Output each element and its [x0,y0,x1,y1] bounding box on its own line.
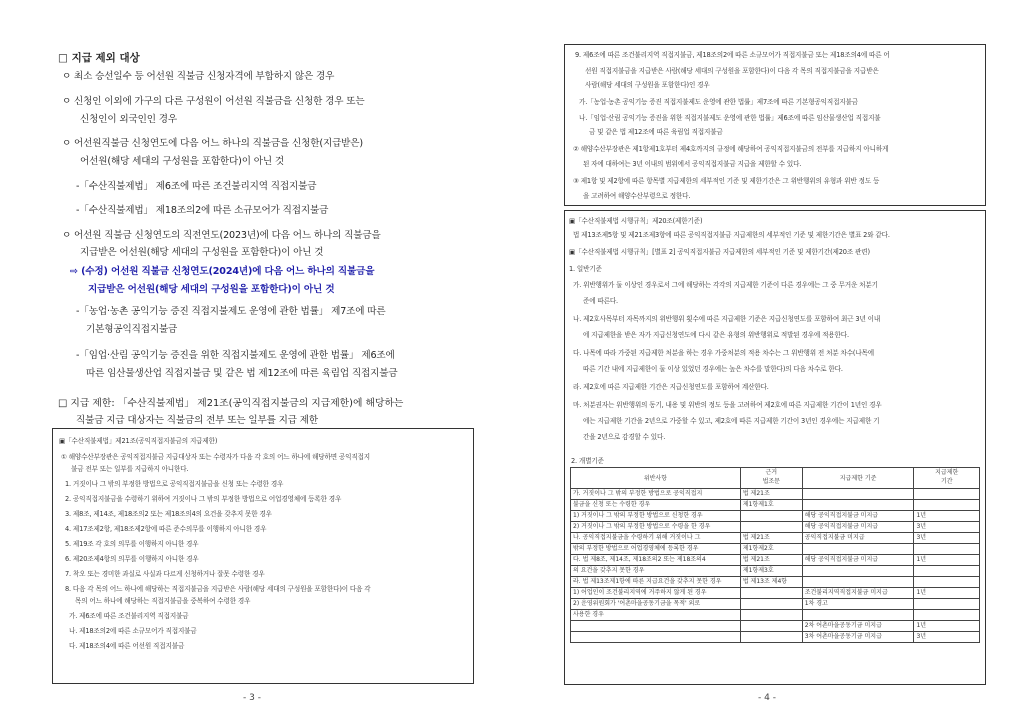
box-line: 나. 제2호사목부터 자목까지의 위반행위 횟수에 따른 지급제한 기준은 지급신청연도를 포함하여 최근 3년 이내 [573,315,881,323]
law-continuation-box [564,44,986,206]
table-header: 위반사항 [571,468,741,489]
box-line: 따른 기간 내에 지급제한이 둘 이상 있었던 경우에는 높은 차수를 말한다)의 다음 차수로 한다. [583,365,843,373]
table-cell: 가. 거짓이나 그 밖의 부정한 방법으로 공익직접지 [571,489,741,500]
box-line: ▣「수산직불제법 시행규칙」[별표 2] 공익직접지불금 지급제한의 세부적인 기준 및 제한기간(제20조 관련) [569,248,870,256]
table-cell: 1년 [914,621,980,632]
table-cell [740,632,802,643]
page-4 [512,0,1024,725]
box-line: 에 지급제한을 받은 자가 지급신청연도에 다시 같은 유형의 위반행위로 적발된 경우에 적용한다. [583,331,849,339]
table-cell [802,500,914,511]
table-cell [914,610,980,621]
box-line: ▣「수산직불제법 시행규칙」제20조(제한기준) [569,217,703,225]
section-title-exclusion: □ 지급 제외 대상 [58,52,140,64]
text-line: -「임업·산림 공익기능 증진을 위한 직접지불제도 운영에 관한 법률」 제6조에 [76,350,395,361]
table-row [571,566,980,577]
box-line: 가.「농업·농촌 공익기능 증진 직접지불제도 운영에 관한 법률」제7조에 따른 기본형공익직접지불금 [579,98,858,106]
table-cell: 법 제21조 [740,555,802,566]
table-row [571,599,980,610]
table-row [571,555,980,566]
text-line: 따른 임산물생산업 직접지불금 및 같은 법 제12조에 따른 육림업 직접지불금 [86,368,398,379]
table-cell: 법 제13조 제4항 [740,577,802,588]
text-line: 신청인이 외국인인 경우 [80,114,177,125]
table-row [571,500,980,511]
box-line: ▣「수산직불제법」제21조(공익직접지불금의 지급제한) [59,437,218,445]
box-line: 금 및 같은 법 제12조에 따른 육림업 직접지불금 [589,128,723,136]
text-line: ㅇ 어선원직불금 신청연도에 다음 어느 하나의 직불금을 신청한(지급받은) [62,138,364,149]
table-cell: 3년 [914,522,980,533]
box-line: 나.「임업·산림 공익기능 증진을 위한 직접지불제도 운영에 관한 법률」제6조에 따른 임산물생산업 직접지불 [579,114,881,122]
table-cell: 1) 거짓이나 그 밖의 부정한 방법으로 신청한 경우 [571,511,741,522]
table-row [571,632,980,643]
box-line: 3. 제8조, 제14조, 제18조의2 또는 제18조의4의 요건을 갖추지 못한 경우 [65,510,272,518]
box-line: 선원 직접지불금을 지급받은 사람(해당 세대의 구성원을 포함한다)이 다음 각 목의 직접지불금을 지급받은 [585,67,879,75]
table-row [571,489,980,500]
table-cell [740,522,802,533]
box-line: 나. 제18조의2에 따른 소규모어가 직접지불금 [69,627,197,635]
table-cell [740,610,802,621]
box-line: 5. 제19조 각 호의 의무를 이행하지 아니한 경우 [65,540,199,548]
text-line: -「수산직불제법」 제18조의2에 따른 소규모어가 직접지불금 [76,205,329,216]
table-cell: 불금을 신청 또는 수령한 경우 [571,500,741,511]
text-line: 직불금 지급 대상자는 직불금의 전부 또는 일부를 지급 제한 [76,415,319,426]
table-cell: 1년 [914,588,980,599]
revised-line: 지급받은 어선원(해당 세대의 구성원을 포함한다)이 아닌 것 [88,284,335,295]
box-line: 9. 제6조에 따른 조건불리지역 직접지불금, 제18조의2에 따른 소규모어가 직접지불금 또는 제18조의4에 따른 어 [575,51,890,59]
box-line: 다. 제18조의4에 따른 어선원 직접지불금 [69,642,185,650]
box-line: ③ 제1항 및 제2항에 따른 항목별 지급제한의 세부적인 기준 및 제한기간은 그 위반행위의 유형과 위반 정도 등 [573,177,880,185]
table-cell [571,621,741,632]
table-cell [914,566,980,577]
table-cell: 3차 어촌마을공동기금 미지급 [802,632,914,643]
box-line: 준에 따른다. [583,297,618,305]
box-line: 2. 개별기준 [571,457,604,465]
box-line: 된 자에 대하여는 3년 이내의 범위에서 공익직접지불금 지급을 제한할 수 있다. [583,160,802,168]
table-cell: 해당 공익직접지불금 미지급 [802,511,914,522]
table-cell: 의 요건을 갖추지 못한 경우 [571,566,741,577]
text-line: -「수산직불제법」 제6조에 따른 조건불리지역 직접지불금 [76,181,317,192]
table-cell [914,489,980,500]
box-line: 을 고려하여 해양수산부령으로 정한다. [583,192,691,200]
box-line: 1. 일반기준 [569,265,602,273]
text-line: ㅇ 최소 승선일수 등 어선원 직불금 신청자격에 부합하지 않은 경우 [62,71,335,82]
text-line: 어선원(해당 세대의 구성원을 포함한다)이 아닌 것 [80,156,285,167]
law-quote-box [52,428,474,684]
regulation-box [564,210,986,685]
table-cell: 나. 공익직접지불금을 수령하기 위해 거짓이나 그 [571,533,741,544]
table-cell: 2) 거짓이나 그 밖의 부정한 방법으로 수령을 한 경우 [571,522,741,533]
box-line: 다. 나목에 따라 가중된 지급제한 처분을 하는 경우 가중처분의 적용 차수는 그 위반행위 전 처분 차수(나목에 [573,349,874,357]
text-line: 기본형공익직접지불금 [86,324,178,335]
table-header: 근거 법조문 [740,468,802,489]
text-line: -「농업·농촌 공익기능 증진 직접지불제도 운영에 관한 법률」 제7조에 따른 [76,306,386,317]
table-row [571,588,980,599]
table-cell [914,544,980,555]
table-cell: 제1항제3호 [740,566,802,577]
table-cell: 1차 경고 [802,599,914,610]
table-row [571,511,980,522]
box-line: 사람(해당 세대의 구성원을 포함한다)인 경우 [585,81,710,89]
restriction-table [570,467,980,643]
table-cell [802,489,914,500]
box-line: 라. 제2호에 따른 지급제한 기간은 지급신청연도를 포함하여 계산한다. [573,383,769,391]
table-row [571,533,980,544]
table-cell: 조건불리지역직접지불금 미지급 [802,588,914,599]
table-cell: 1년 [914,555,980,566]
box-line: 목의 어느 하나에 해당하는 직접지불금을 중복하여 수령한 경우 [75,597,251,605]
box-line: ② 해양수산부장관은 제1항제1호부터 제4호까지의 규정에 해당하여 공익직접지불금의 전부를 지급하지 아니하게 [573,145,889,153]
table-cell: 사용한 경우 [571,610,741,621]
table-row [571,522,980,533]
table-cell [914,599,980,610]
table-cell: 2) 운영위원회가 '어촌마을공동기금을 목적' 외로 [571,599,741,610]
box-line: 6. 제20조제4항의 의무를 이행하지 아니한 경우 [65,555,199,563]
table-cell [802,544,914,555]
box-line: 가. 제6조에 따른 조건불리지역 직접지불금 [69,612,189,620]
box-line: ① 해양수산부장관은 공익직접지불금 지급대상자 또는 수령자가 다음 각 호의 어느 하나에 해당하면 공익직접지 [61,453,370,461]
table-cell [802,566,914,577]
section-title-restriction: □ 지급 제한: 「수산직불제법」 제21조(공익직접지불금의 지급제한)에 해당하는 [58,398,404,409]
table-header: 지급제한 기준 [802,468,914,489]
box-line: 1. 거짓이나 그 밖의 부정한 방법으로 공익직접지불금을 신청 또는 수령한 경우 [65,480,284,488]
table-row [571,621,980,632]
table-cell: 1) 어업인이 조건불리지역에 거주하지 않게 된 경우 [571,588,741,599]
box-line: 법 제13조제5항 및 제21조제3항에 따른 공익직접지불금 지급제한의 세부적인 기준 및 제한기간은 별표 2와 같다. [573,231,890,239]
table-header: 지급제한 기간 [914,468,980,489]
box-line: 불금 전부 또는 일부를 지급하지 아니한다. [71,465,189,473]
table-row [571,544,980,555]
box-line: 가. 위반행위가 둘 이상인 경우로서 그에 해당하는 각각의 지급제한 기준이 다른 경우에는 그 중 무거운 처분기 [573,281,878,289]
table-cell: 해당 공익직접지불금 미지급 [802,522,914,533]
box-line: 에는 지급제한 기간을 2년으로 가중할 수 있고, 제2호에 따른 지급제한 기간이 3년인 경우에는 지급제한 기 [583,417,880,425]
box-line: 마. 처분권자는 위반행위의 동기, 내용 및 위반의 정도 등을 고려하여 제2호에 따른 지급제한 기간이 1년인 경우 [573,401,882,409]
table-cell [740,588,802,599]
box-line: 2. 공익직접지불금을 수령하기 위하여 거짓이나 그 밖의 부정한 방법으로 어업경영체에 등록한 경우 [65,495,342,503]
text-line: 지급받은 어선원(해당 세대의 구성원을 포함한다)이 아닌 것 [80,247,324,258]
text-line: ㅇ 어선원 직불금 신청연도의 직전연도(2023년)에 다음 어느 하나의 직불금을 [62,230,381,241]
table-cell [802,577,914,588]
revised-line: ⇨ (수정) 어선원 직불금 신청연도(2024년)에 다음 어느 하나의 직불금을 [70,266,375,277]
table-cell: 제1항제1호 [740,500,802,511]
table-cell: 3년 [914,632,980,643]
box-line: 8. 다음 각 목의 어느 하나에 해당하는 직접지불금을 지급받은 사람(해당 세대의 구성원을 포함한다)이 다음 각 [65,585,371,593]
table-cell: 밖의 부정한 방법으로 어업경영체에 등록한 경우 [571,544,741,555]
table-cell [740,621,802,632]
box-line: 4. 제17조제2항, 제18조제2항에 따른 준수의무를 이행하지 아니한 경우 [65,525,267,533]
table-cell: 라. 법 제13조제1항에 따른 지급요건을 갖추지 못한 경우 [571,577,741,588]
table-cell [740,511,802,522]
table-row [571,610,980,621]
table-cell: 해당 공익직접지불금 미지급 [802,555,914,566]
table-cell: 법 제21조 [740,533,802,544]
table-cell: 3년 [914,533,980,544]
page-number: - 3 - [243,693,261,703]
table-row [571,577,980,588]
text-line: ㅇ 신청인 이외에 가구의 다른 구성원이 어선원 직불금을 신청한 경우 또는 [62,96,365,107]
table-cell [802,610,914,621]
table-cell: 제1항제2호 [740,544,802,555]
table-cell: 공익직접지불금 미지급 [802,533,914,544]
table-cell: 법 제21조 [740,489,802,500]
table-cell [571,632,741,643]
page-number: - 4 - [758,693,776,703]
table-cell [740,599,802,610]
table-cell: 2차 어촌마을공동기금 미지급 [802,621,914,632]
table-cell: 다. 법 제8조, 제14조, 제18조의2 또는 제18조의4 [571,555,741,566]
table-cell: 1년 [914,511,980,522]
box-line: 간을 2년으로 감경할 수 있다. [583,433,666,441]
table-cell [914,577,980,588]
table-cell [914,500,980,511]
box-line: 7. 착오 또는 경미한 과실로 사실과 다르게 신청하거나 잘못 수령한 경우 [65,570,265,578]
